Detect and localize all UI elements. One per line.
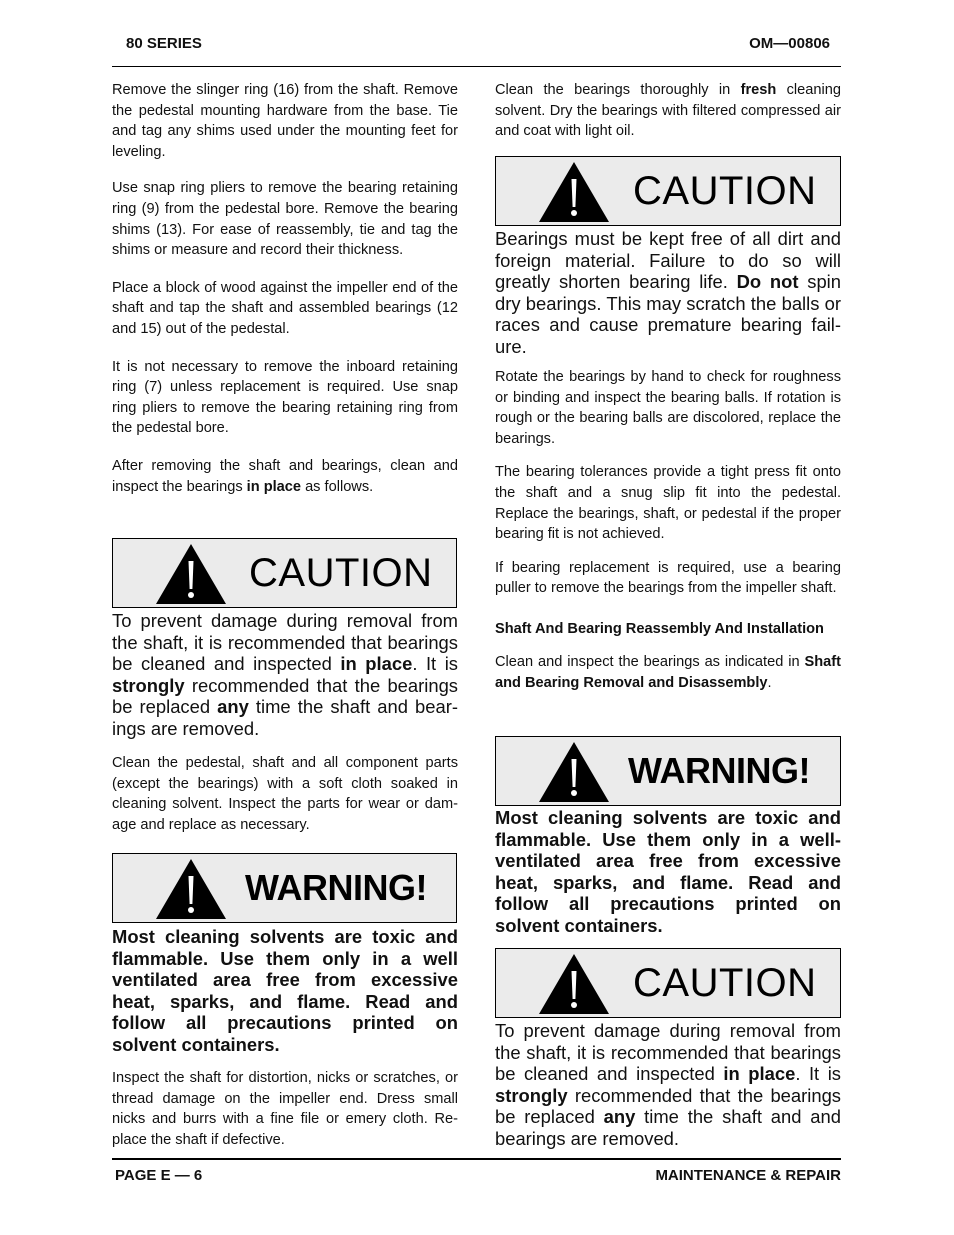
paragraph-inspect-shaft: Inspect the shaft for distortion, nicks or scratches, or thread damage on the impeller end. Dress small nicks and burrs with a fine file or emery cloth. Replace the shaft if defective. <box>112 1070 458 1148</box>
header-rule <box>112 66 841 67</box>
warning-text-2-wrap <box>495 807 841 937</box>
paragraph-wood-block: Place a block of wood against the impeller end of the shaft and tap the shaft and assembled bearings (12 and 15) out of the pedestal. <box>112 279 458 337</box>
warning-label: WARNING! <box>245 867 427 908</box>
left-column-top <box>112 80 458 497</box>
exclamation-triangle-icon <box>538 161 610 223</box>
caution-text-2: Bearings must be kept free of all dirt and foreign material. Failure to do so will greatly shorten bearing life. Do not spin dry bearings. This may scratch the balls or races and cause premature bearing failure. <box>495 228 841 357</box>
warning-box <box>112 853 457 923</box>
warning-box <box>495 736 841 806</box>
warning-text-1-wrap <box>112 926 458 1056</box>
right-column-mid <box>495 367 841 693</box>
warning-label: WARNING! <box>628 750 810 791</box>
caution-label: CAUTION <box>633 961 817 1005</box>
series-header: 80 SERIES <box>126 35 202 52</box>
paragraph-clean-bearings: Clean the bearings thoroughly in fresh cleaning solvent. Dry the bearings with filtered compressed air and coat with light oil. <box>495 82 841 140</box>
caution-text-1: To prevent damage during removal from the shaft, it is recommended that bearings be cleaned and inspected in place. It is strongly recommended that the bearings be replaced any time the shaft and bearings are removed. <box>112 610 458 739</box>
document-number: OM—00806 <box>749 35 830 52</box>
exclamation-triangle-icon <box>538 741 610 803</box>
warning-text-1: Most cleaning solvents are toxic and flammable. Use them only in a well ventilated area free from excessive heat, sparks, and flame. Read and follow all precautions printed on solvent containers. <box>112 926 458 1055</box>
caution-box <box>495 156 841 226</box>
paragraph-slinger: Remove the slinger ring (16) from the shaft. Remove the pedestal mounting hardware from the base. Tie and tag any shims used under the mounting feet for leveling. <box>112 82 458 160</box>
section-title-footer: MAINTENANCE & REPAIR <box>655 1167 841 1184</box>
paragraph-after-removing: After removing the shaft and bearings, clean and inspect the bearings in place as follows. <box>112 457 458 495</box>
caution-label: CAUTION <box>249 551 433 595</box>
paragraph-inspect-shaft-wrap <box>112 1068 458 1150</box>
caution-box <box>495 948 841 1018</box>
exclamation-triangle-icon <box>155 858 227 920</box>
footer-rule <box>112 1158 841 1160</box>
paragraph-clean-pedestal-wrap <box>112 753 458 835</box>
paragraph-inboard-ring: It is not necessary to remove the inboard retaining ring (7) unless replacement is required. Use snap ring pliers to remove the bearing retaining ring from the pedestal bore. <box>112 358 458 437</box>
paragraph-bearing-tolerances: The bearing tolerances provide a tight press fit onto the shaft and a snug slip fit into the pedestal. Replace the bearings, shaft, or pedestal if the proper bearing fit is not achieved. <box>495 464 841 543</box>
section-subheading: Shaft And Bearing Reassembly And Installation <box>495 620 824 637</box>
paragraph-snap-ring: Use snap ring pliers to remove the bearing retaining ring (9) from the pedestal bore. Remove the bearing shims (13). For ease of reassembly, tie and tag the shims or measure and record their thickness. <box>112 180 458 259</box>
paragraph-bearing-puller: If bearing replacement is required, use a bearing puller to remove the bearings from the impeller shaft. <box>495 559 841 597</box>
paragraph-clean-pedestal: Clean the pedestal, shaft and all component parts (except the bearings) with a soft cloth soaked in cleaning solvent. Inspect the parts for wear or damage and replace as necessary. <box>112 755 458 833</box>
caution-box <box>112 538 457 608</box>
exclamation-triangle-icon <box>538 953 610 1015</box>
paragraph-clean-inspect: Clean and inspect the bearings as indicated in Shaft and Bearing Removal and Disassembly. <box>495 653 841 691</box>
page-number: PAGE E — 6 <box>115 1167 203 1184</box>
warning-text-2: Most cleaning solvents are toxic and flammable. Use them only in a well-ventilated area free from excessive heat, sparks, and flame. Read and follow all precautions printed on solvent containers. <box>495 807 841 936</box>
caution-text-3: To prevent damage during removal from the shaft, it is recommended that bearings be cleaned and inspected in place. It is strongly recommended that the bearings be replaced any time the shaft and and bearings are removed. <box>495 1020 841 1149</box>
right-column-top <box>495 80 841 142</box>
caution-label: CAUTION <box>633 169 817 213</box>
exclamation-triangle-icon <box>155 543 227 605</box>
paragraph-rotate-bearings: Rotate the bearings by hand to check for roughness or binding and inspect the bearing balls. If rotation is rough or the bearing balls are discolored, replace the bearings. <box>495 369 841 447</box>
